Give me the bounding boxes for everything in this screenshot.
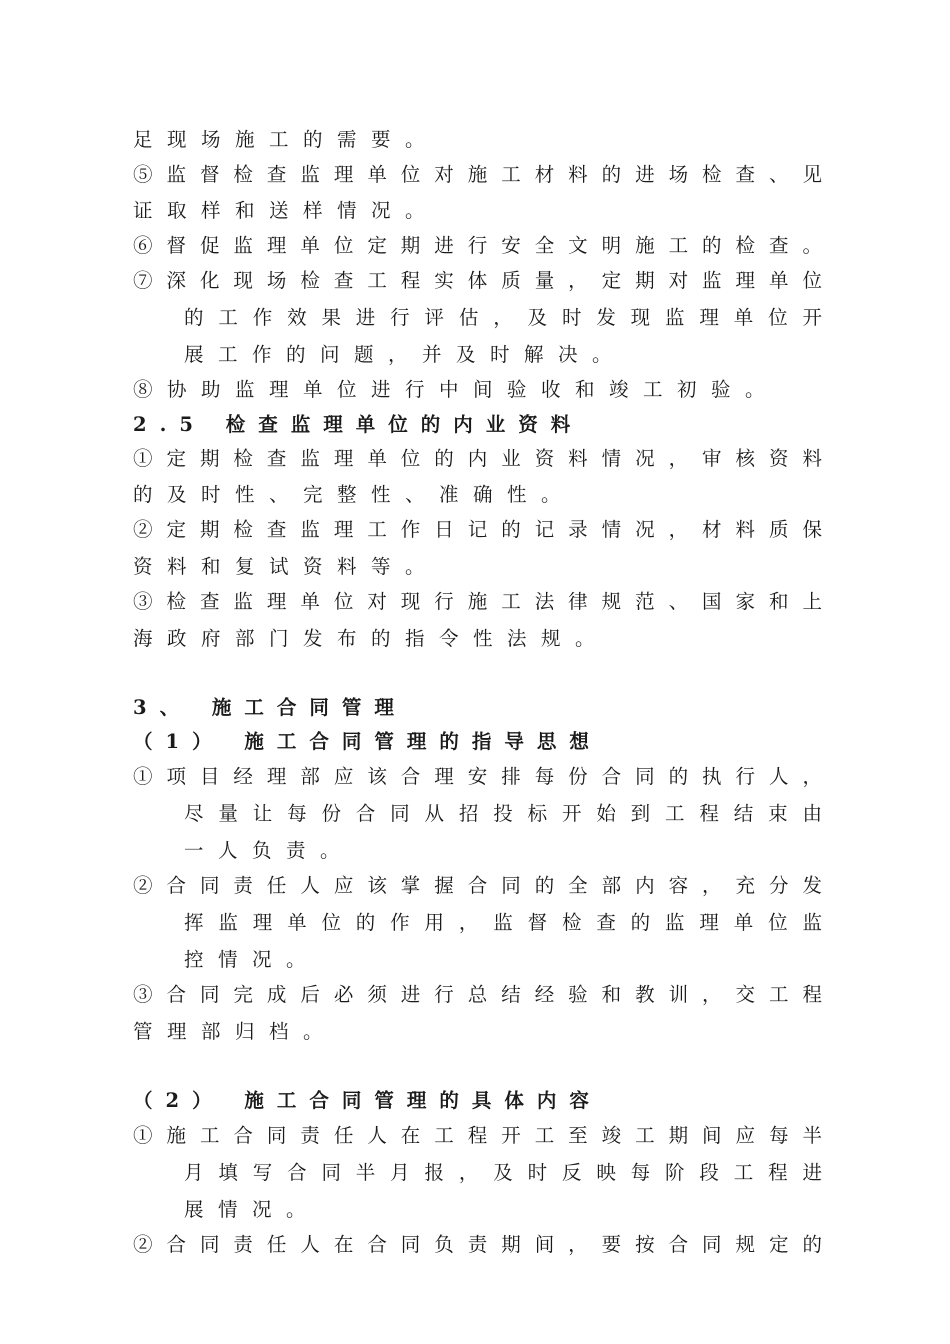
subsection-heading: （2） 施工合同管理的具体内容 — [133, 1089, 602, 1112]
text-line: 足现场施工的需要。 — [133, 128, 440, 151]
text-line: ①定期检查监理单位的内业资料情况，审核资料 — [133, 447, 822, 470]
text-line: 月填写合同半月报，及时反映每阶段工程进 — [184, 1161, 822, 1184]
text-line: ②合同责任人应该掌握合同的全部内容，充分发 — [133, 874, 822, 897]
text-line: 证取样和送样情况。 — [133, 199, 440, 222]
text-line: ①施工合同责任人在工程开工至竣工期间应每半 — [133, 1124, 822, 1147]
text-line: ⑧协助监理单位进行中间验收和竣工初验。 — [133, 378, 780, 401]
text-line: 的工作效果进行评估，及时发现监理单位开 — [184, 306, 822, 329]
text-line: 的及时性、完整性、准确性。 — [133, 483, 576, 506]
text-line: ②定期检查监理工作日记的记录情况，材料质保 — [133, 518, 822, 541]
text-line: ⑤监督检查监理单位对施工材料的进场检查、见 — [133, 163, 822, 186]
text-line: ⑦深化现场检查工程实体质量，定期对监理单位 — [133, 269, 822, 292]
text-line: 挥监理单位的作用，监督检查的监理单位监 — [184, 911, 822, 934]
text-line: 展工作的问题，并及时解决。 — [184, 343, 627, 366]
text-line: 展情况。 — [184, 1198, 321, 1221]
text-line: ②合同责任人在合同负责期间，要按合同规定的 — [133, 1233, 822, 1256]
text-line: 一人负责。 — [184, 839, 355, 862]
text-line: ③合同完成后必须进行总结经验和教训，交工程 — [133, 983, 822, 1006]
text-line: 尽量让每份合同从招投标开始到工程结束由 — [184, 802, 822, 825]
text-line: 海政府部门发布的指令性法规。 — [133, 627, 610, 650]
text-line: 资料和复试资料等。 — [133, 555, 440, 578]
section-heading: 2.5 检查监理单位的内业资料 — [133, 413, 584, 436]
text-line: 控情况。 — [184, 948, 321, 971]
text-line: 管理部归档。 — [133, 1020, 338, 1043]
subsection-heading: （1） 施工合同管理的指导思想 — [133, 730, 602, 753]
text-line: ⑥督促监理单位定期进行安全文明施工的检查。 — [133, 234, 822, 257]
text-line: ①项目经理部应该合理安排每份合同的执行人， — [133, 765, 822, 788]
text-line: ③检查监理单位对现行施工法律规范、国家和上 — [133, 590, 822, 613]
section-heading: 3、 施工合同管理 — [133, 696, 407, 719]
